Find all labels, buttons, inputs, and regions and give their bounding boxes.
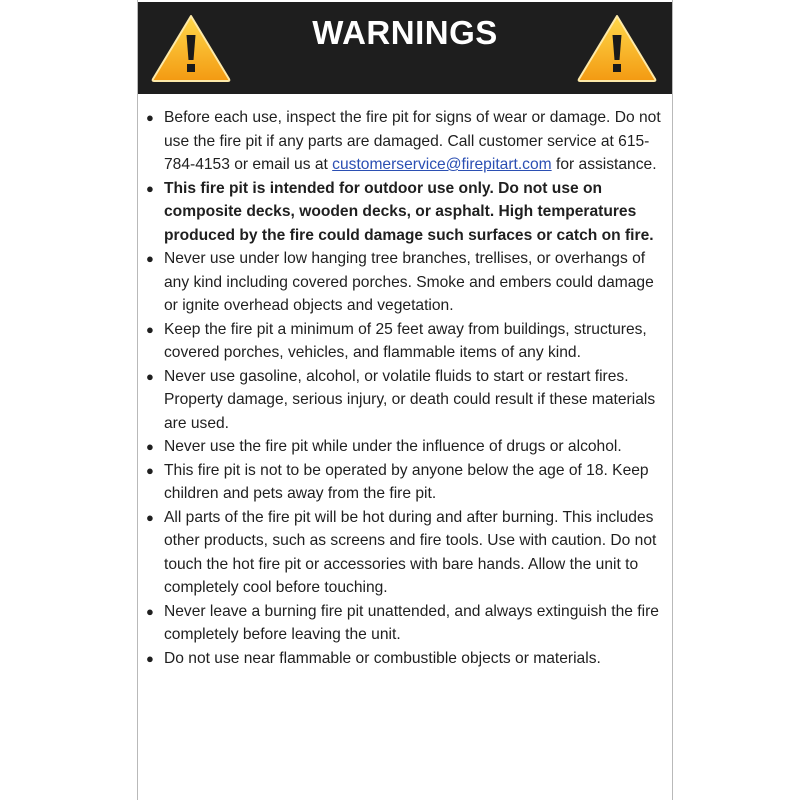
warning-text: Never use under low hanging tree branches, trellises, or overhangs of any kind including covered porches. Smoke and embers could damage or ignite overhead objects and vegetation. <box>164 250 654 314</box>
bullet-icon: ● <box>146 509 154 525</box>
warning-text: Never use gasoline, alcohol, or volatile fluids to start or restart fires. Property damage, serious injury, or death could result if these materials are used. <box>164 367 656 432</box>
bullet-icon: ● <box>146 180 154 196</box>
warning-item <box>146 365 668 436</box>
banner-title: WARNINGS <box>312 14 498 51</box>
bullet-icon: ● <box>146 650 154 666</box>
warning-text: Never use the fire pit while under the influence of drugs or alcohol. <box>164 438 622 455</box>
warning-text: This fire pit is not to be operated by anyone below the age of 18. Keep children and pets away from the fire pit. <box>164 461 649 502</box>
warning-text: This fire pit is intended for outdoor use only. Do not use on composite decks, wooden decks, or asphalt. High temperatures produced by the fire could damage such surfaces or catch on fire. <box>164 179 654 244</box>
warning-triangle-icon <box>576 13 658 83</box>
warning-item <box>146 459 668 506</box>
bullet-icon: ● <box>146 321 154 337</box>
warning-sheet <box>137 0 673 800</box>
warning-item <box>146 177 668 248</box>
warning-item <box>146 435 668 459</box>
warning-item <box>146 318 668 365</box>
warning-text: Do not use near flammable or combustible objects or materials. <box>164 649 601 667</box>
warning-item <box>146 600 668 647</box>
warning-item <box>146 106 668 177</box>
warnings-list <box>146 106 668 670</box>
warnings-banner <box>138 2 672 94</box>
bullet-icon: ● <box>146 439 154 454</box>
warning-text: for assistance. <box>551 156 657 173</box>
bullet-icon: ● <box>146 462 154 478</box>
customer-service-email-link[interactable]: customerservice@firepitart.com <box>332 156 552 173</box>
warning-text: All parts of the fire pit will be hot during and after burning. This includes other products, such as screens and fire tools. Use with caution. Do not touch the hot fire pit or accessories with bare hands. Allow the unit to completely cool before touching. <box>164 508 657 596</box>
warning-text: Before each use, inspect the fire pit for signs of wear or damage. Do not use the fire pit if any parts are damaged. Call customer service at 615-784-4153 or email us at <box>164 109 661 173</box>
bullet-icon: ● <box>146 110 154 125</box>
bullet-icon: ● <box>146 251 154 266</box>
bullet-icon: ● <box>146 603 154 619</box>
warning-item <box>146 247 668 318</box>
warning-text: Keep the fire pit a minimum of 25 feet away from buildings, structures, covered porches, vehicles, and flammable items of any kind. <box>164 320 647 361</box>
bullet-icon: ● <box>146 368 154 384</box>
warning-item <box>146 506 668 600</box>
warning-item <box>146 647 668 671</box>
warning-text: Never leave a burning fire pit unattended, and always extinguish the fire completely before leaving the unit. <box>164 602 659 643</box>
